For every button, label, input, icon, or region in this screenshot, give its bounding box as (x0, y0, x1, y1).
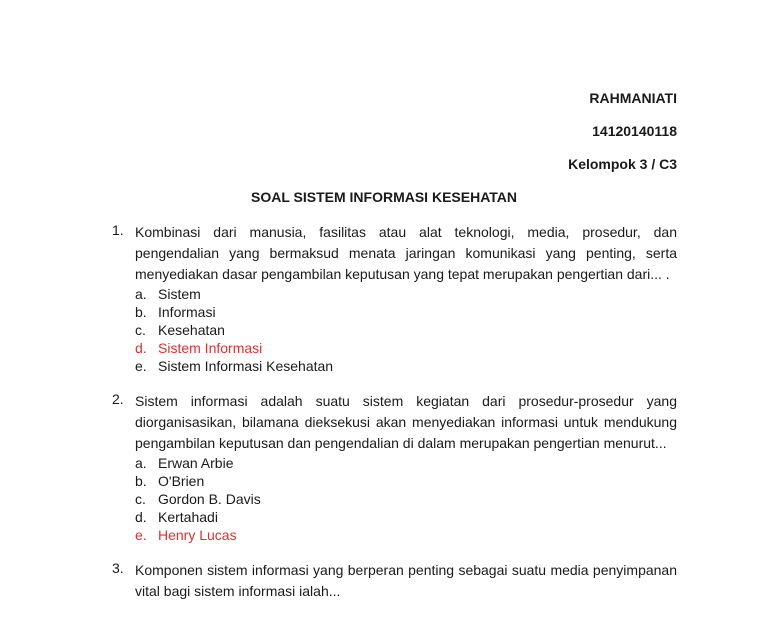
student-header (568, 90, 677, 189)
option-text: Erwan Arbie (158, 455, 234, 471)
answer-options (135, 285, 677, 375)
question-number: 3. (112, 560, 124, 576)
answer-option (135, 321, 677, 339)
option-letter: e. (135, 527, 147, 543)
student-group: Kelompok 3 / C3 (568, 156, 677, 172)
question-text: Kombinasi dari manusia, fasilitas atau alat teknologi, media, prosedur, dan pengendalian yang bermaksud menata jaringan komunikasi yang penting, serta menyediakan dasar pengambilan keputusan yang tepat merupakan pengertian dari... . (135, 224, 677, 282)
question-text: Sistem informasi adalah suatu sistem kegiatan dari prosedur-prosedur yang diorganisasikan, bilamana dieksekusi akan menyediakan informasi untuk mendukung pengambilan keputusan dan pengendalian di dalam merupakan pengertian menurut... (135, 393, 677, 451)
answer-options (135, 454, 677, 544)
option-letter: d. (135, 340, 147, 356)
answer-option (135, 472, 677, 490)
option-letter: e. (135, 358, 147, 374)
option-letter: b. (135, 304, 147, 320)
option-text: Sistem (158, 286, 201, 302)
option-text: Sistem Informasi (158, 340, 263, 356)
question-item (112, 391, 677, 544)
answer-option (135, 303, 677, 321)
option-text: Henry Lucas (158, 527, 237, 543)
answer-option (135, 490, 677, 508)
option-text: Informasi (158, 304, 216, 320)
answer-option (135, 454, 677, 472)
option-text: Kertahadi (158, 509, 218, 525)
option-letter: c. (135, 491, 146, 507)
answer-option (135, 508, 677, 526)
option-text: O'Brien (158, 473, 205, 489)
option-letter: a. (135, 286, 147, 302)
question-list (112, 222, 677, 618)
question-item (112, 222, 677, 375)
student-id: 14120140118 (592, 123, 677, 139)
option-letter: d. (135, 509, 147, 525)
option-text: Sistem Informasi Kesehatan (158, 358, 334, 374)
answer-option (135, 357, 677, 375)
option-letter: a. (135, 455, 147, 471)
answer-option (135, 285, 677, 303)
question-item (112, 560, 677, 602)
answer-option-correct (135, 526, 677, 544)
question-number: 1. (112, 222, 124, 238)
option-letter: b. (135, 473, 147, 489)
option-text: Kesehatan (158, 322, 225, 338)
option-text: Gordon B. Davis (158, 491, 261, 507)
student-name: RAHMANIATI (589, 90, 677, 106)
question-number: 2. (112, 391, 124, 407)
answer-option-correct (135, 339, 677, 357)
option-letter: c. (135, 322, 146, 338)
question-text: Komponen sistem informasi yang berperan penting sebagai suatu media penyimpanan vital bagi sistem informasi ialah... (135, 562, 677, 599)
document-title: SOAL SISTEM INFORMASI KESEHATAN (250, 189, 517, 205)
